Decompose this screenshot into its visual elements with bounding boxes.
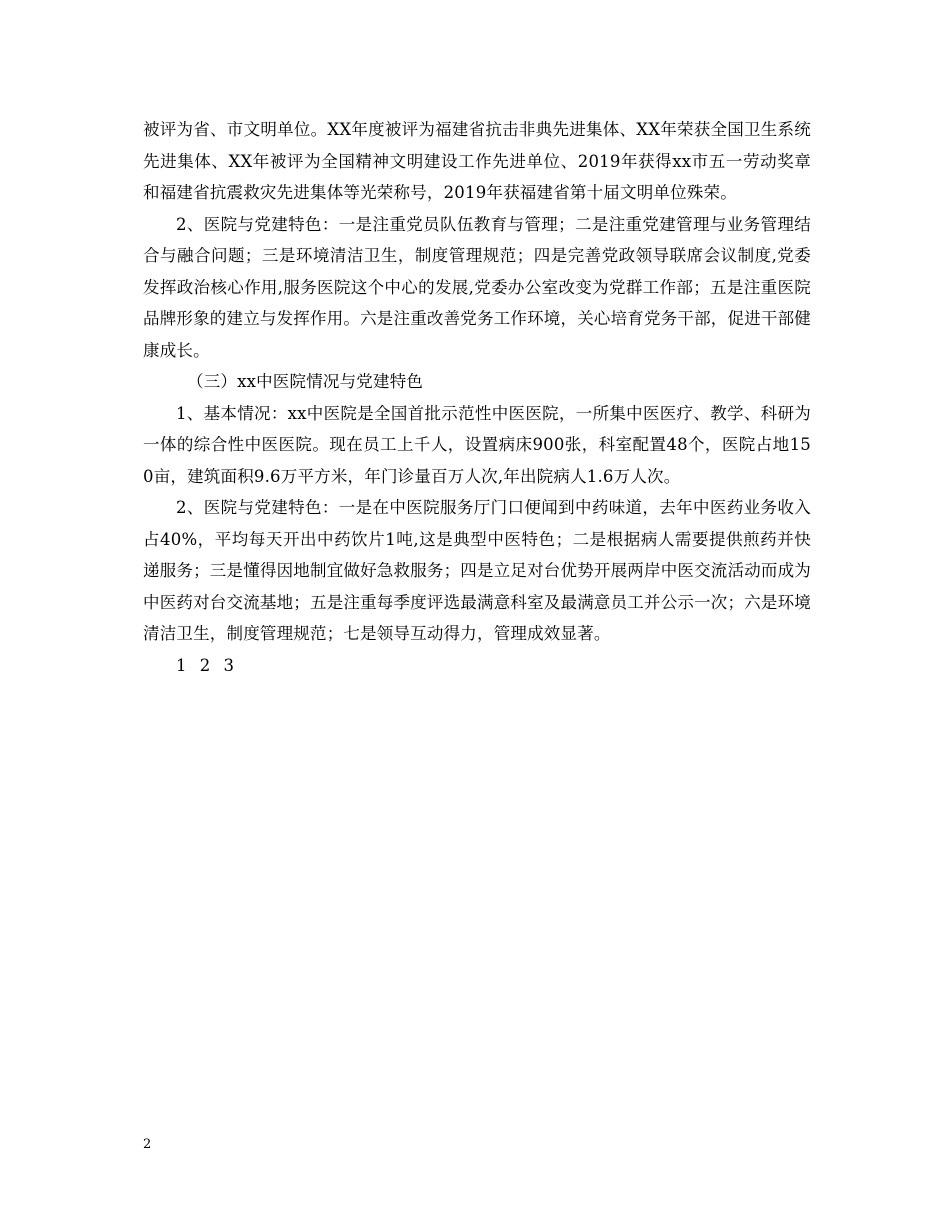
paragraph-hospital-party-features-1: 2、医院与党建特色：一是注重党员队伍教育与管理；二是注重党建管理与业务管理结合与融合问题；三是环境清洁卫生，制度管理规范；四是完善党政领导联席会议制度,党委发挥政治核心作用,服务医院这个中心的发展,党委办公室改变为党群工作部；五是注重医院品牌形象的建立与发挥作用。六是注重改善党务工作环境，关心培育党务干部，促进干部健康成长。: [143, 214, 811, 360]
pagination-links[interactable]: 1 2 3: [176, 655, 236, 675]
paragraph-honors: 被评为省、市文明单位。XX年度被评为福建省抗击非典先进集体、XX年荣获全国卫生系统先进集体、XX年被评为全国精神文明建设工作先进单位、2019年获得xx市五一劳动奖章和福建省抗震救灾先进集体等光荣称号，2019年获福建省第十届文明单位殊荣。: [143, 120, 811, 202]
paragraph-hospital-party-features-2: 2、医院与党建特色：一是在中医院服务厅门口便闻到中药味道，去年中医药业务收入占40%，平均每天开出中药饮片1吨,这是典型中医特色；二是根据病人需要提供煎药并快递服务；三是懂得因地制宜做好急救服务；四是立足对台优势开展两岸中医交流活动而成为中医药对台交流基地；五是注重每季度评选最满意科室及最满意员工并公示一次；六是环境清洁卫生，制度管理规范；七是领导互动得力，管理成效显著。: [143, 498, 811, 643]
paragraph-basic-info: 1、基本情况：xx中医院是全国首批示范性中医医院，一所集中医医疗、教学、科研为一体的综合性中医医院。现在员工上千人，设置病床900张，科室配置48个，医院占地150亩，建筑面积9.6万平方米，年门诊量百万人次,年出院病人1.6万人次。: [143, 403, 811, 486]
document-body: [143, 114, 811, 681]
page-number: 2: [143, 1137, 152, 1152]
section-heading-tcm-hospital: （三）xx中医院情况与党建特色: [187, 372, 424, 391]
